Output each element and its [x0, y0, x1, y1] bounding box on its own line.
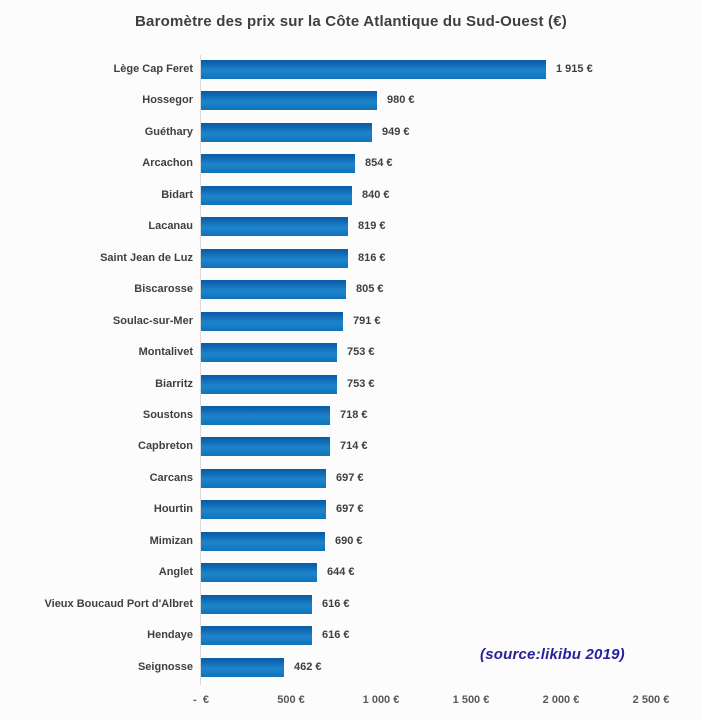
value-label: 791 €	[353, 315, 381, 327]
bar	[201, 123, 372, 142]
value-label: 1 915 €	[556, 63, 593, 75]
x-axis-tick-label: 2 000 €	[542, 694, 580, 706]
bar	[201, 249, 348, 268]
category-label: Montalivet	[138, 346, 193, 358]
bar	[201, 280, 346, 299]
value-label: 697 €	[336, 503, 364, 515]
value-label: 616 €	[322, 598, 350, 610]
category-label: Seignosse	[137, 661, 193, 673]
source-annotation: (source:likibu 2019)	[480, 646, 625, 663]
bar	[201, 563, 317, 582]
value-label: 616 €	[322, 629, 350, 641]
value-label: 644 €	[327, 566, 355, 578]
bar	[201, 595, 312, 614]
value-label: 697 €	[336, 472, 364, 484]
value-label: 819 €	[358, 220, 386, 232]
value-label: 854 €	[365, 157, 393, 169]
category-label: Mimizan	[149, 535, 193, 547]
x-axis-tick-label: - €	[193, 694, 209, 706]
category-label: Soulac-sur-Mer	[112, 315, 193, 327]
category-label: Guéthary	[144, 126, 193, 138]
x-axis-tick-label: 1 500 €	[452, 694, 490, 706]
x-axis-tick-label: 2 500 €	[632, 694, 670, 706]
bar	[201, 658, 284, 677]
bar	[201, 437, 330, 456]
value-label: 980 €	[387, 94, 415, 106]
bar	[201, 343, 337, 362]
category-label: Vieux Boucaud Port d'Albret	[44, 598, 193, 610]
category-label: Carcans	[149, 472, 193, 484]
category-label: Hourtin	[153, 503, 193, 515]
bar	[201, 91, 377, 110]
bar	[201, 500, 326, 519]
value-label: 753 €	[347, 346, 375, 358]
value-label: 840 €	[362, 189, 390, 201]
value-label: 753 €	[347, 378, 375, 390]
category-label: Lacanau	[148, 220, 193, 232]
category-label: Bidart	[161, 189, 193, 201]
value-label: 805 €	[356, 283, 384, 295]
category-label: Hendaye	[147, 629, 193, 641]
value-label: 949 €	[382, 126, 410, 138]
bar	[201, 312, 343, 331]
category-label: Capbreton	[138, 440, 193, 452]
value-label: 718 €	[340, 409, 368, 421]
category-label: Biarritz	[155, 378, 193, 390]
bar	[201, 406, 330, 425]
category-label: Soustons	[142, 409, 193, 421]
bar	[201, 532, 325, 551]
bar	[201, 186, 352, 205]
category-label: Arcachon	[142, 157, 193, 169]
category-label: Hossegor	[142, 94, 193, 106]
value-label: 816 €	[358, 252, 386, 264]
x-axis-tick-label: 500 €	[277, 694, 305, 706]
category-label: Saint Jean de Luz	[100, 252, 193, 264]
y-axis-line	[200, 55, 201, 685]
value-label: 714 €	[340, 440, 368, 452]
bar	[201, 60, 546, 79]
bar	[201, 154, 355, 173]
bar	[201, 469, 326, 488]
value-label: 690 €	[335, 535, 363, 547]
x-axis-tick-label: 1 000 €	[362, 694, 400, 706]
bar	[201, 375, 337, 394]
bar	[201, 217, 348, 236]
value-label: 462 €	[294, 661, 322, 673]
bar	[201, 626, 312, 645]
category-label: Anglet	[158, 566, 193, 578]
category-label: Lège Cap Feret	[113, 63, 193, 75]
chart-title: Baromètre des prix sur la Côte Atlantique du Sud-Ouest (€)	[135, 13, 567, 30]
category-label: Biscarosse	[134, 283, 193, 295]
